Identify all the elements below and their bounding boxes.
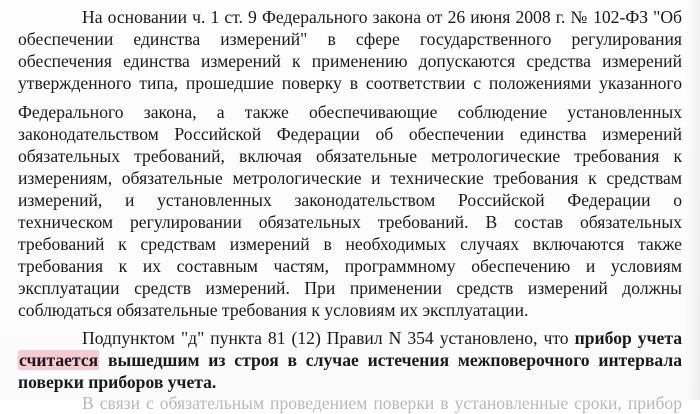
text-line: [18, 349, 682, 371]
text-line: требований к средствам измерений в необходимых случаях включаются также: [18, 234, 682, 254]
text-line: обеспечения единства измерений к применению допускаются средства измерений: [18, 51, 682, 71]
text-line: обязательных требований, включая обязательные метрологические требования к: [18, 146, 682, 166]
bold-text: вышедшим из строя в случае истечения межповерочного интервала: [99, 350, 682, 370]
text-line: утвержденного типа, прошедшие поверку в соответствии с положениями указанного: [18, 73, 682, 93]
text-line: поверки приборов учета.: [18, 372, 217, 392]
plain-text: Подпунктом "д" пункта 81 (12) Правил N 354 установлено, что: [82, 328, 575, 348]
text-line: Федерального закона, а также обеспечивающие соблюдение установленных: [18, 102, 682, 122]
bold-text: прибор учета: [574, 328, 682, 348]
text-line: измерениям, обязательные метрологические и технические требования к средствам: [18, 168, 682, 188]
text-line: эксплуатации средств измерений. При применении средств измерений должны: [18, 278, 682, 298]
text-line: [82, 327, 682, 349]
text-line: обеспечении единства измерений" в сфере государственного регулирования: [18, 29, 682, 49]
text-line: техническом регулировании обязательных требований. В состав обязательных: [18, 212, 682, 232]
text-line: соблюдаться обязательные требования к условиям их эксплуатации.: [18, 300, 529, 320]
text-line: На основании ч. 1 ст. 9 Федерального закона от 26 июня 2008 г. № 102-ФЗ "Об: [82, 7, 682, 27]
text-line: требования к их составным частям, программному обеспечению и условиям: [18, 256, 682, 276]
page-edge-shadow: [686, 0, 700, 400]
highlighted-word: считается: [19, 350, 99, 370]
cutoff-text-line: В связи с обязательным проведением поверки в установленные сроки, прибор: [82, 393, 682, 413]
text-line: законодательством Российской Федерации об обеспечении единства измерений: [18, 124, 682, 144]
text-line: измерений, и установленных законодательством Российской Федерации о: [18, 190, 682, 210]
